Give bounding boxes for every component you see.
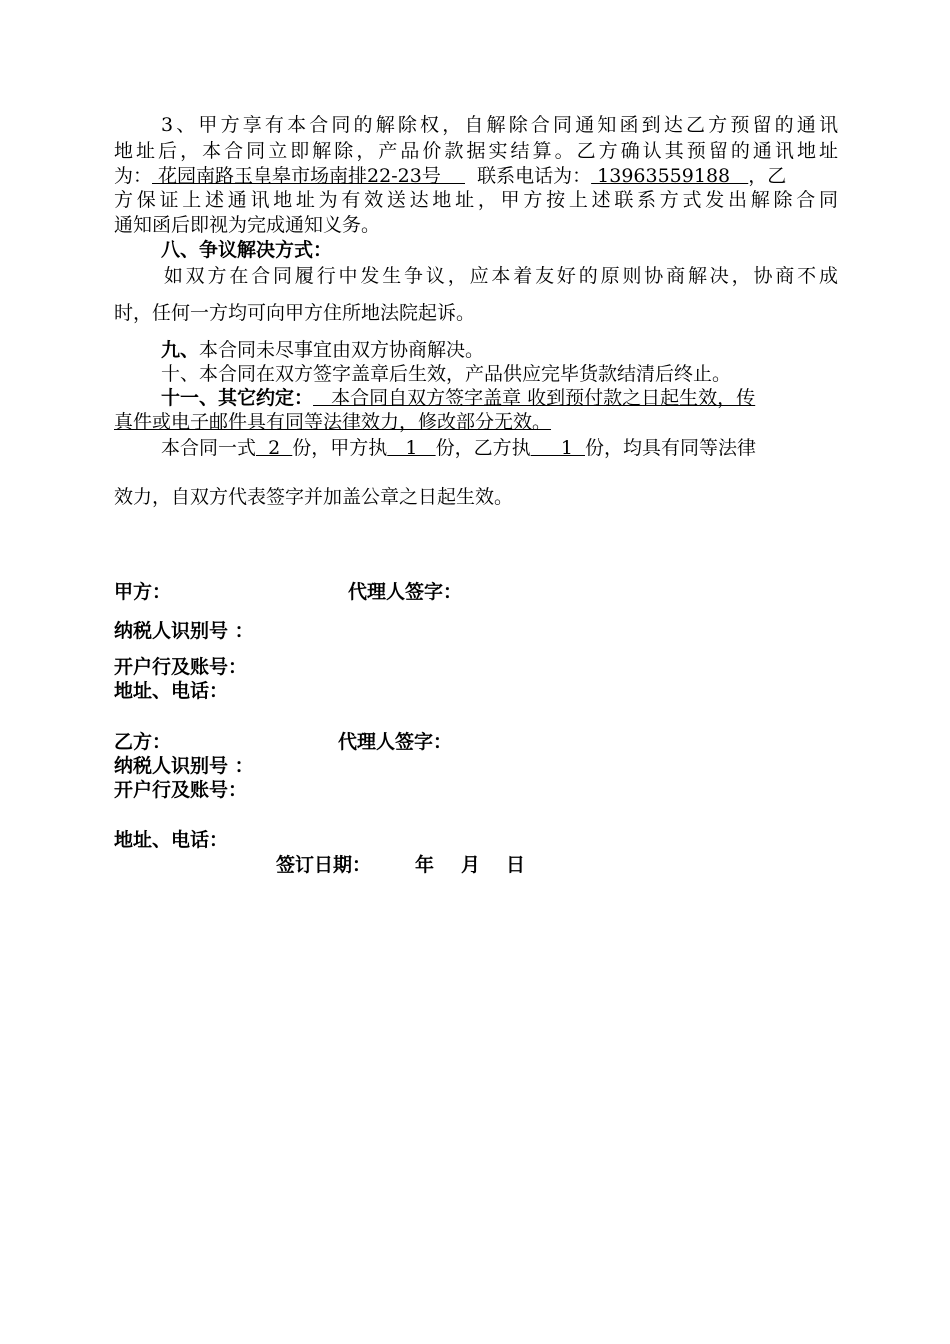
party-a-agent-signature: 代理人签字： (348, 581, 463, 603)
party-b-label: 乙方： (114, 731, 172, 753)
signing-date-month: 月 (461, 854, 481, 876)
notice-phone: 13963559188 (591, 165, 749, 187)
copies-total: 2 (256, 437, 293, 459)
clause-8-line-2: 时，任何一方均可向甲方住所地法院起诉。 (114, 302, 476, 324)
party-a-tax-id: 纳税人识别号 ： (114, 620, 254, 642)
party-a-bank-account: 开户行及账号： (114, 656, 248, 678)
party-b-tax-id: 纳税人识别号 ： (114, 755, 254, 777)
clause-11-line-2: 真件或电子邮件具有同等法律效力，修改部分无效。 (114, 411, 552, 433)
signing-date-label: 签订日期： (276, 854, 372, 876)
clause-7-3-line-4: 方保证上述通讯地址为有效送达地址，甲方按上述联系方式发出解除合同 (114, 189, 838, 211)
clause-7-3-line-5: 通知函后即视为完成通知义务。 (114, 214, 381, 236)
clause-7-3-line-2: 地址后，本合同立即解除，产品价款据实结算。乙方确认其预留的通讯地址 (114, 140, 838, 162)
signing-date-year: 年 (415, 854, 435, 876)
signing-date-day: 日 (506, 854, 526, 876)
clause-7-3-line-1: 3、甲方享有本合同的解除权，自解除合同通知函到达乙方预留的通讯 (161, 114, 838, 136)
clause-8-line-1: 如双方在合同履行中发生争议，应本着友好的原则协商解决，协商不成 (161, 265, 838, 287)
party-b-bank-account: 开户行及账号： (114, 779, 248, 801)
copies-line-1: 本合同一式 2 份，甲方执 1 份，乙方执 1 份，均具有同等法律 (161, 437, 757, 459)
clause-8-heading: 八、争议解决方式： (161, 239, 333, 261)
party-b-address-phone: 地址、电话： (114, 829, 229, 851)
party-a-label: 甲方： (114, 581, 172, 603)
copies-line-2: 效力，自双方代表签字并加盖公章之日起生效。 (114, 486, 514, 508)
party-a-address-phone: 地址、电话： (114, 680, 229, 702)
clause-11-line-1: 十一、其它约定： 本合同自双方签字盖章 收到预付款之日起生效，传 (161, 387, 756, 409)
clause-9: 九、本合同未尽事宜由双方协商解决。 (161, 339, 485, 361)
party-b-agent-signature: 代理人签字： (338, 731, 453, 753)
copies-party-b: 1 (530, 437, 585, 459)
clause-10: 十、本合同在双方签字盖章后生效，产品供应完毕货款结清后终止。 (161, 363, 732, 385)
notice-address: 花园南路玉皇皋市场南排22-23号 (152, 165, 465, 187)
clause-7-3-line-3: 为： 花园南路玉皇皋市场南排22-23号 联系电话为： 13963559188 ，乙 (114, 165, 787, 187)
copies-party-a: 1 (387, 437, 436, 459)
